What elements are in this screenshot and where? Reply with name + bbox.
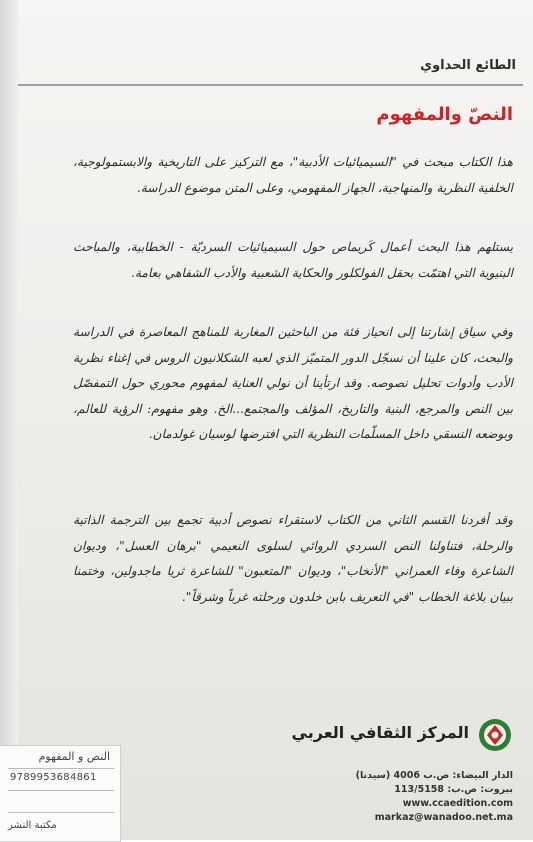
blurb-paragraph: هذا الكتاب مبحث في "السيميائيات الأدبية"، مع التركيز على التاريخية والابستمولوجية، الخلفية النظرية والمنهاجية، الجهاز المفهومي، وعلى المتن موضوع الدراسة. xyxy=(73,155,513,195)
blurb-paragraph: يستلهم هذا البحث أعمال كَريماص حول السيميائيات السرديّة - الخطابية، والمباحث البنيوية التي اهتمّت بحقل الفولكلور والحكاية الشعبية والأدب الشفاهي بعامة. xyxy=(73,240,513,280)
author-name: الطائع الحداوي xyxy=(420,58,516,73)
sticker-isbn: 9789953684861 xyxy=(10,772,97,783)
sticker-title: النص و المفهوم xyxy=(38,750,110,763)
blurb-paragraph: وفي سياق إشارتنا إلى انحياز فئة من الباحثين المغاربة للمناهج المعاصرة في الدراسة والبحث، كان علينا أن نسجّل الدور المتميّز الذي لعبه الشكلانيون الروس في إغناء نظرية الأدب وأدوات تحليل نصوصه. وقد ارتأينا أن نولي العناية لمفهوم محوري حول التمفصّل بين النص والمرجع، البنية والتاريخ، المؤلف والمجتمع...الخ. وهو مفهوم: الرؤية للعالم، وبوضعه النسقي داخل المسلّمات النظرية التي افترضها لوسيان غولدمان. xyxy=(73,325,513,442)
divider xyxy=(18,84,523,86)
publisher-website: www.ccaedition.com xyxy=(402,798,513,809)
publisher-address: الدار البيضاء: ص.ب 4006 (سيدنا) xyxy=(355,770,513,781)
blurb-paragraph: وقد أفردنا القسم الثاني من الكتاب لاستقراء نصوص أدبية تجمع بين الترجمة الذاتية والرحلة، فتناولنا النص السردي الروائي لسلوى النعيمي "برهان العسل"، وديوان الشاعرة وفاء العمراني "الأنخاب"، وديوان "المتعبون" للشاعرة ثريا ماجدولين، وختمنا ببيان بلاغة الخطاب "في التعريف بابن خلدون ورحلته غرباً وشرقاً". xyxy=(73,513,513,604)
book-title: النصّ والمفهوم xyxy=(376,104,513,125)
sticker-rule xyxy=(8,790,114,791)
sticker-library: مكتبة النشر xyxy=(8,820,57,831)
publisher-address: بيروت: ص.ب: 113/5158 xyxy=(394,784,513,795)
sticker-rule xyxy=(8,768,114,769)
publisher-logo xyxy=(291,717,513,761)
publisher-logo-icon xyxy=(477,717,513,753)
publisher-email: markaz@wanadoo.net.ma xyxy=(374,812,513,823)
library-sticker xyxy=(0,745,121,842)
spine-shadow xyxy=(0,0,18,840)
sticker-rule xyxy=(8,812,114,813)
publisher-name: المركز الثقافي العربي xyxy=(291,723,469,742)
